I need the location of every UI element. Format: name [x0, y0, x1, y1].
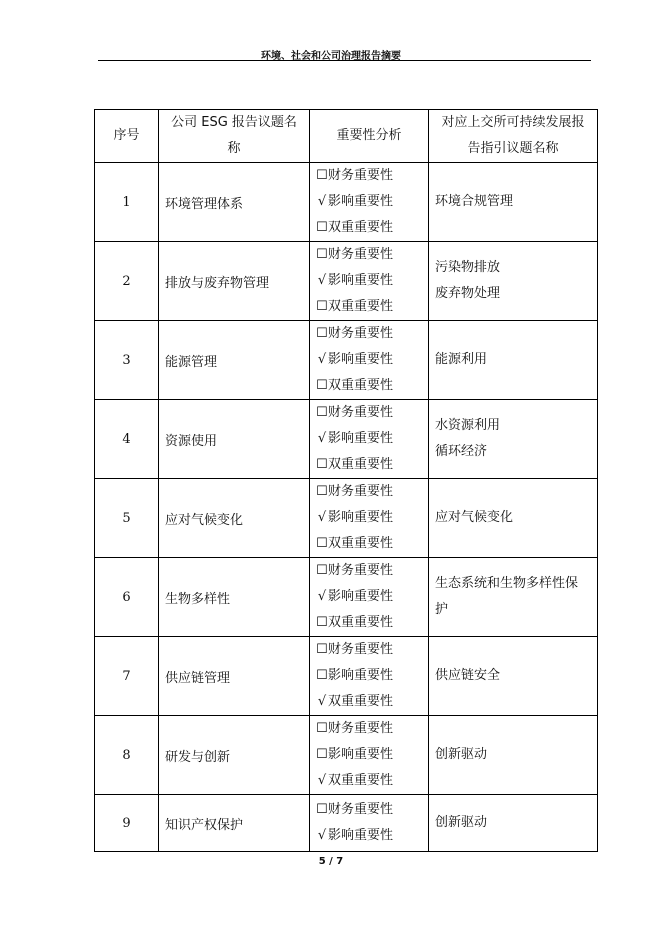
empty-checkbox-icon: ☐	[316, 484, 328, 499]
topic-name: 生物多样性	[159, 558, 310, 637]
empty-checkbox-icon: ☐	[316, 802, 328, 817]
table-row	[95, 795, 598, 852]
empty-checkbox-icon: ☐	[316, 536, 328, 551]
materiality-option	[316, 426, 422, 452]
materiality-options	[310, 716, 429, 795]
empty-checkbox-icon: ☐	[316, 378, 328, 393]
page-number: 5 / 7	[318, 856, 344, 867]
esg-topics-table	[94, 109, 598, 852]
sse-topic-line: 水资源利用	[435, 418, 501, 433]
materiality-option-label: 财务重要性	[328, 802, 394, 817]
table-header-row	[95, 110, 598, 163]
materiality-option-label: 财务重要性	[328, 721, 394, 736]
materiality-option	[316, 321, 422, 347]
materiality-option	[316, 294, 422, 320]
materiality-option	[316, 347, 422, 373]
column-header-topic: 公司 ESG 报告议题名称	[159, 110, 310, 163]
column-header-number: 序号	[95, 110, 159, 163]
checkmark-icon: √	[317, 773, 327, 788]
sse-topic	[429, 479, 598, 558]
materiality-option-label: 双重重要性	[328, 299, 394, 314]
sse-topic-line: 生态系统和生物多样性保	[435, 576, 579, 591]
materiality-option-label: 财务重要性	[328, 642, 394, 657]
materiality-option	[316, 242, 422, 268]
table-row	[95, 558, 598, 637]
materiality-option-label: 财务重要性	[328, 484, 394, 499]
materiality-options	[310, 163, 429, 242]
materiality-option-label: 影响重要性	[328, 510, 394, 525]
empty-checkbox-icon: ☐	[316, 220, 328, 235]
materiality-option-label: 影响重要性	[328, 431, 394, 446]
materiality-option	[316, 400, 422, 426]
sse-topic-line: 护	[435, 602, 449, 617]
topic-name: 应对气候变化	[159, 479, 310, 558]
materiality-option-label: 影响重要性	[328, 747, 394, 762]
materiality-option	[316, 823, 422, 849]
sse-topic-line: 创新驱动	[435, 747, 488, 762]
materiality-option-label: 双重重要性	[328, 773, 394, 788]
materiality-option	[316, 505, 422, 531]
materiality-option-label: 影响重要性	[328, 589, 394, 604]
table-row	[95, 479, 598, 558]
materiality-options	[310, 795, 429, 852]
materiality-option-label: 双重重要性	[328, 220, 394, 235]
materiality-option	[316, 584, 422, 610]
sse-topic-line: 环境合规管理	[435, 194, 514, 209]
materiality-option	[316, 452, 422, 478]
materiality-option-label: 双重重要性	[328, 378, 394, 393]
sse-topic	[429, 637, 598, 716]
empty-checkbox-icon: ☐	[316, 615, 328, 630]
table-row	[95, 242, 598, 321]
table-row	[95, 716, 598, 795]
row-number: 2	[95, 242, 159, 321]
materiality-options	[310, 242, 429, 321]
materiality-options	[310, 321, 429, 400]
materiality-option	[316, 768, 422, 794]
table-row	[95, 637, 598, 716]
topic-name: 排放与废弃物管理	[159, 242, 310, 321]
table-row	[95, 400, 598, 479]
header-rule	[98, 60, 591, 61]
row-number: 3	[95, 321, 159, 400]
empty-checkbox-icon: ☐	[316, 563, 328, 578]
sse-topic	[429, 716, 598, 795]
row-number: 5	[95, 479, 159, 558]
checkmark-icon: √	[317, 828, 327, 843]
materiality-option	[316, 558, 422, 584]
empty-checkbox-icon: ☐	[316, 721, 328, 736]
empty-checkbox-icon: ☐	[316, 168, 328, 183]
row-number: 4	[95, 400, 159, 479]
checkmark-icon: √	[317, 431, 327, 446]
materiality-options	[310, 637, 429, 716]
materiality-option-label: 财务重要性	[328, 563, 394, 578]
sse-topic-line: 创新驱动	[435, 815, 488, 830]
sse-topic-line: 能源利用	[435, 352, 488, 367]
materiality-option	[316, 189, 422, 215]
materiality-option	[316, 663, 422, 689]
empty-checkbox-icon: ☐	[316, 457, 328, 472]
empty-checkbox-icon: ☐	[316, 747, 328, 762]
sse-topic	[429, 321, 598, 400]
materiality-option-label: 双重重要性	[328, 457, 394, 472]
sse-topic-line: 污染物排放	[435, 260, 501, 275]
empty-checkbox-icon: ☐	[316, 405, 328, 420]
sse-topic	[429, 558, 598, 637]
topic-name: 环境管理体系	[159, 163, 310, 242]
column-header-materiality: 重要性分析	[310, 110, 429, 163]
materiality-option-label: 财务重要性	[328, 326, 394, 341]
materiality-option-label: 影响重要性	[328, 194, 394, 209]
materiality-option-label: 影响重要性	[328, 352, 394, 367]
checkmark-icon: √	[317, 352, 327, 367]
topic-name: 研发与创新	[159, 716, 310, 795]
materiality-options	[310, 400, 429, 479]
empty-checkbox-icon: ☐	[316, 668, 328, 683]
table-row	[95, 321, 598, 400]
row-number: 6	[95, 558, 159, 637]
checkmark-icon: √	[317, 510, 327, 525]
materiality-option	[316, 479, 422, 505]
sse-topic-line: 应对气候变化	[435, 510, 514, 525]
materiality-option	[316, 716, 422, 742]
materiality-option	[316, 689, 422, 715]
sse-topic-line: 废弃物处理	[435, 286, 501, 301]
table-body	[95, 163, 598, 852]
checkmark-icon: √	[317, 194, 327, 209]
row-number: 1	[95, 163, 159, 242]
checkmark-icon: √	[317, 694, 327, 709]
materiality-option	[316, 797, 422, 823]
row-number: 8	[95, 716, 159, 795]
empty-checkbox-icon: ☐	[316, 299, 328, 314]
materiality-option	[316, 373, 422, 399]
empty-checkbox-icon: ☐	[316, 642, 328, 657]
topic-name: 知识产权保护	[159, 795, 310, 852]
materiality-options	[310, 558, 429, 637]
materiality-option-label: 影响重要性	[328, 273, 394, 288]
column-header-sse-topic: 对应上交所可持续发展报 告指引议题名称	[429, 110, 598, 163]
row-number: 9	[95, 795, 159, 852]
document-header-title: 环境、社会和公司治理报告摘要	[261, 51, 401, 62]
topic-name: 资源使用	[159, 400, 310, 479]
materiality-option-label: 双重重要性	[328, 536, 394, 551]
topic-name: 供应链管理	[159, 637, 310, 716]
sse-topic-line: 供应链安全	[435, 668, 501, 683]
materiality-option-label: 双重重要性	[328, 694, 394, 709]
row-number: 7	[95, 637, 159, 716]
materiality-options	[310, 479, 429, 558]
materiality-option	[316, 742, 422, 768]
materiality-option	[316, 268, 422, 294]
sse-topic	[429, 400, 598, 479]
materiality-option-label: 财务重要性	[328, 168, 394, 183]
materiality-option-label: 双重重要性	[328, 615, 394, 630]
materiality-option	[316, 163, 422, 189]
materiality-option-label: 影响重要性	[328, 828, 394, 843]
sse-topic-line: 循环经济	[435, 444, 488, 459]
sse-topic	[429, 163, 598, 242]
materiality-option-label: 财务重要性	[328, 247, 394, 262]
empty-checkbox-icon: ☐	[316, 247, 328, 262]
materiality-option	[316, 637, 422, 663]
checkmark-icon: √	[317, 273, 327, 288]
sse-topic	[429, 795, 598, 852]
materiality-option-label: 财务重要性	[328, 405, 394, 420]
materiality-option	[316, 610, 422, 636]
checkmark-icon: √	[317, 589, 327, 604]
sse-topic	[429, 242, 598, 321]
empty-checkbox-icon: ☐	[316, 326, 328, 341]
materiality-option-label: 影响重要性	[328, 668, 394, 683]
materiality-option	[316, 531, 422, 557]
topic-name: 能源管理	[159, 321, 310, 400]
materiality-option	[316, 215, 422, 241]
table-row	[95, 163, 598, 242]
